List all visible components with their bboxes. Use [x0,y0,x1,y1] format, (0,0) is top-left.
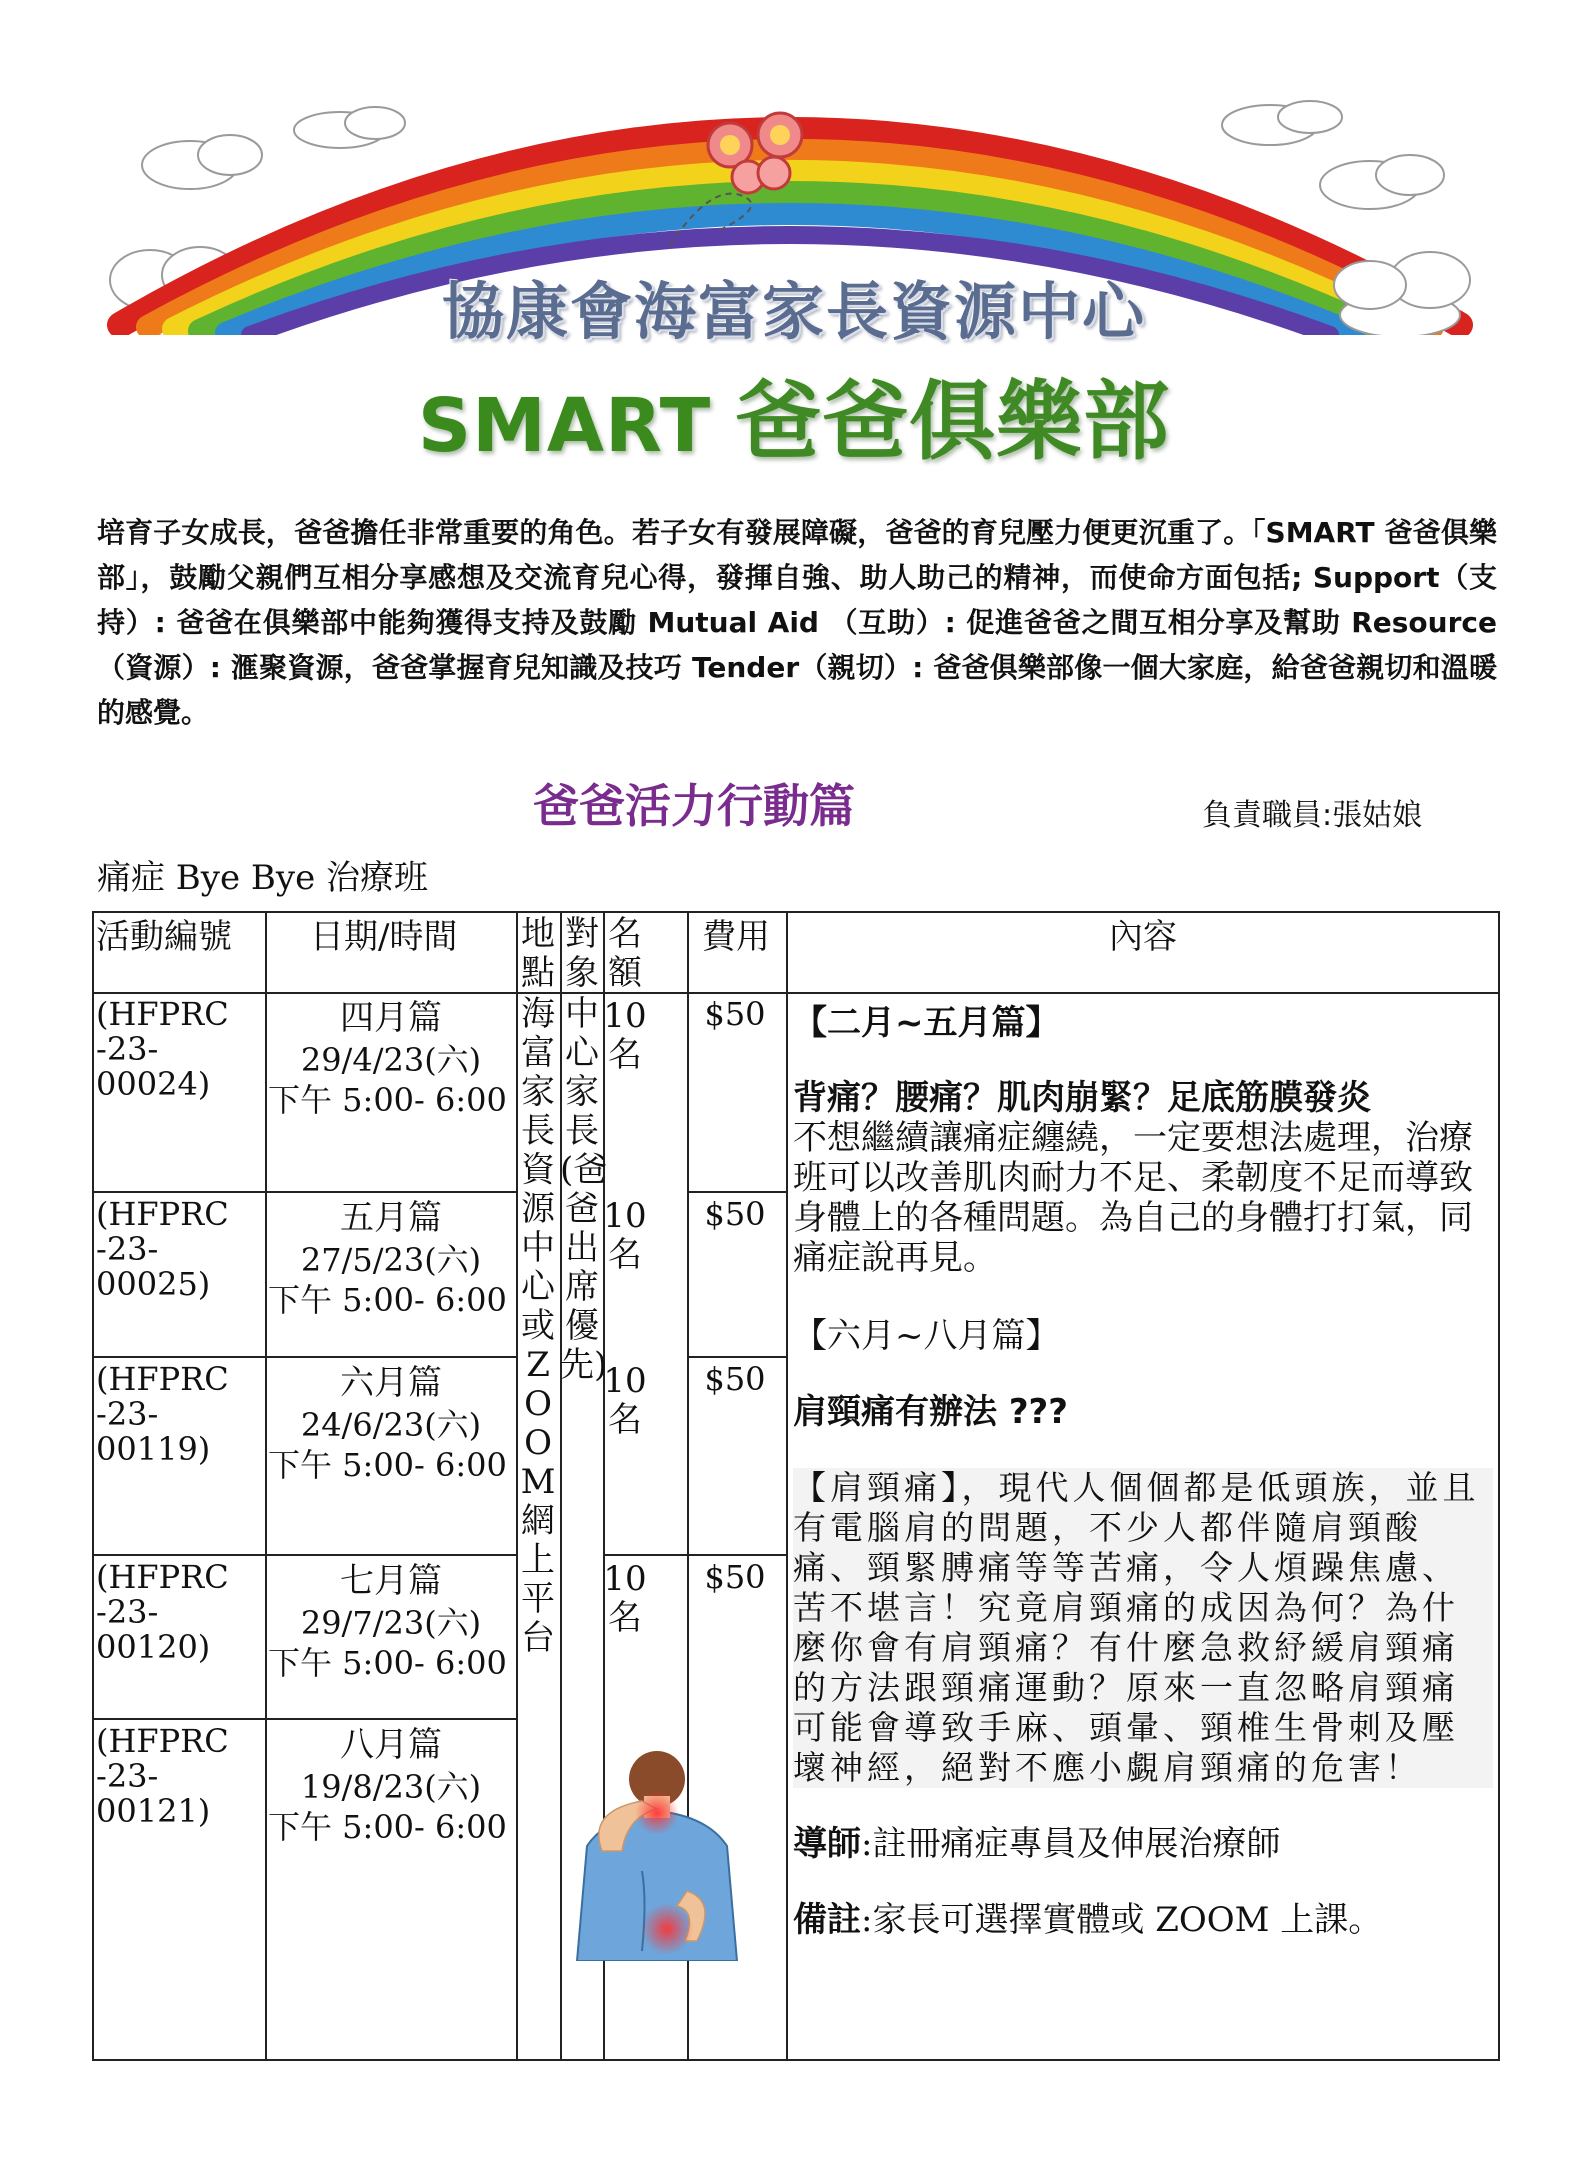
row-divider [92,1554,518,1556]
part1-body: 不想繼續讓痛症纏繞，一定要想法處理，治療班可以改善肌肉耐力不足、柔韌度不足而導致身體上的各種問題。為自己的身體打打氣，同痛症說再見。 [793,1118,1473,1278]
row-divider [687,1191,788,1193]
session-title: 六月篇 [340,1363,442,1403]
header-content: 內容 [1109,917,1177,957]
session-time: 下午 5:00- 6:00 [268,1446,507,1484]
session-date: 24/6/23(六) [300,1406,482,1444]
row-divider [92,1718,518,1720]
session-fee: $50 [704,1360,766,1398]
tutor-line [793,1824,1493,1864]
header-datetime: 日期/時間 [310,917,458,957]
org-title: 協康會海富家長資源中心 [441,275,1146,348]
back-pain-illustration [547,1751,767,1961]
table-row-code [96,1724,266,1829]
session-fee: $50 [704,995,766,1033]
header-fee: 費用 [702,917,770,957]
row-divider [92,1356,518,1358]
session-date: 27/5/23(六) [300,1241,482,1279]
table-row-code [96,1362,266,1467]
code-line1: (HFPRC [96,1360,229,1398]
table-row-datetime [266,1560,516,1682]
session-date: 29/4/23(六) [300,1041,482,1079]
code-line2: -23-00025) [96,1230,211,1303]
session-fee: $50 [704,1558,766,1596]
session-date: 29/7/23(六) [300,1604,482,1642]
session-time: 下午 5:00- 6:00 [268,1808,507,1846]
part2-title: 肩頸痛有辦法 ??? [793,1392,1069,1432]
target-text: 中心家長(爸爸出席優先) [560,994,608,1385]
code-line1: (HFPRC [96,1558,229,1596]
venue-text: 海富家長資源中心或ZOOM網上平台 [520,994,556,1658]
row-divider [687,1356,788,1358]
table-row-datetime [266,1197,516,1319]
session-quota: 10名 [603,996,647,1075]
header-divider [92,992,1500,994]
page-header [0,0,1588,470]
tutor-label: 導師 [793,1824,861,1864]
header-quota: 名額 [608,914,642,993]
session-quota: 10名 [603,1559,647,1638]
header-target: 對象 [565,914,599,993]
session-time: 下午 5:00- 6:00 [268,1644,507,1682]
table-row-code [96,997,266,1102]
table-border-bottom [92,2059,1500,2061]
header-venue: 地點 [521,914,555,993]
row-divider [92,1191,518,1193]
table-row-datetime [266,1724,516,1846]
code-line1: (HFPRC [96,1722,229,1760]
table-row-datetime [266,1362,516,1484]
session-title: 八月篇 [340,1725,442,1765]
session-title: 七月篇 [340,1561,442,1601]
part2-body: 【肩頸痛】，現代人個個都是低頭族，並且有電腦肩的問題，不少人都伴隨肩頸酸痛、頸緊膊痛等等苦痛，令人煩躁焦慮、苦不堪言！究竟肩頸痛的成因為何？為什麼你會有肩頸痛？有什麼急救紓緩肩頸痛的方法跟頸痛運動？原來一直忽略肩頸痛可能會導致手麻、頭暈、頸椎生骨刺及壓壞神經，絕對不應小覷肩頸痛的危害！ [793,1468,1493,1788]
part1-heading: 【二月~五月篇】 [793,1003,1060,1043]
club-title [0,352,1588,476]
table-row-code [96,1560,266,1665]
code-line1: (HFPRC [96,1195,229,1233]
row-divider [603,1554,689,1556]
club-title-name: 爸爸俱樂部 [735,372,1171,472]
tutor-value: :註冊痛症專員及伸展治療師 [861,1824,1281,1864]
session-time: 下午 5:00- 6:00 [268,1281,507,1319]
col-divider [786,911,788,2061]
row-divider [687,1554,788,1556]
part1-title: 背痛？腰痛？肌肉崩緊？足底筋膜發炎 [793,1078,1371,1118]
code-line2: -23-00024) [96,1030,211,1103]
section-heading: 爸爸活力行動篇 [533,779,855,833]
code-line2: -23-00121) [96,1757,211,1830]
code-line1: (HFPRC [96,995,229,1033]
session-quota: 10名 [603,1196,647,1275]
table-border-top [92,911,1500,913]
session-quota: 10名 [603,1361,647,1440]
session-date: 19/8/23(六) [300,1768,482,1806]
header-code: 活動編號 [96,917,232,957]
session-title: 五月篇 [340,1198,442,1238]
remark-line [793,1900,1493,1940]
table-row-datetime [266,997,516,1119]
club-title-smart: SMART [417,383,712,469]
code-line2: -23-00120) [96,1593,211,1666]
activity-table [92,911,1500,2061]
remark-label: 備註 [793,1900,861,1940]
table-border-left [92,911,94,2061]
course-name: 痛症 Bye Bye 治療班 [97,858,429,898]
session-time: 下午 5:00- 6:00 [268,1081,507,1119]
remark-value: :家長可選擇實體或 ZOOM 上課。 [861,1900,1383,1940]
staff-in-charge: 負責職員:張姑娘 [1202,798,1423,833]
table-row-code [96,1197,266,1302]
code-line2: -23-00119) [96,1395,211,1468]
table-border-right [1498,911,1500,2061]
session-title: 四月篇 [340,998,442,1038]
intro-paragraph: 培育子女成長，爸爸擔任非常重要的角色。若子女有發展障礙，爸爸的育兒壓力便更沉重了。「SMART 爸爸俱樂部」，鼓勵父親們互相分享感想及交流育兒心得，發揮自強、助人助己的精神，而使命方面包括; Support（支持）: 爸爸在俱樂部中能夠獲得支持及鼓勵 Mutual Aid （互助）: 促進爸爸之間互相分享及幫助 Resource （資源）: 滙聚資源，爸爸掌握育兒知識及技巧 Tender（親切）: 爸爸俱樂部像一個大家庭，給爸爸親切和溫暖的感覺。 [97,516,1497,729]
session-fee: $50 [704,1195,766,1233]
part2-heading: 【六月~八月篇】 [793,1316,1060,1356]
